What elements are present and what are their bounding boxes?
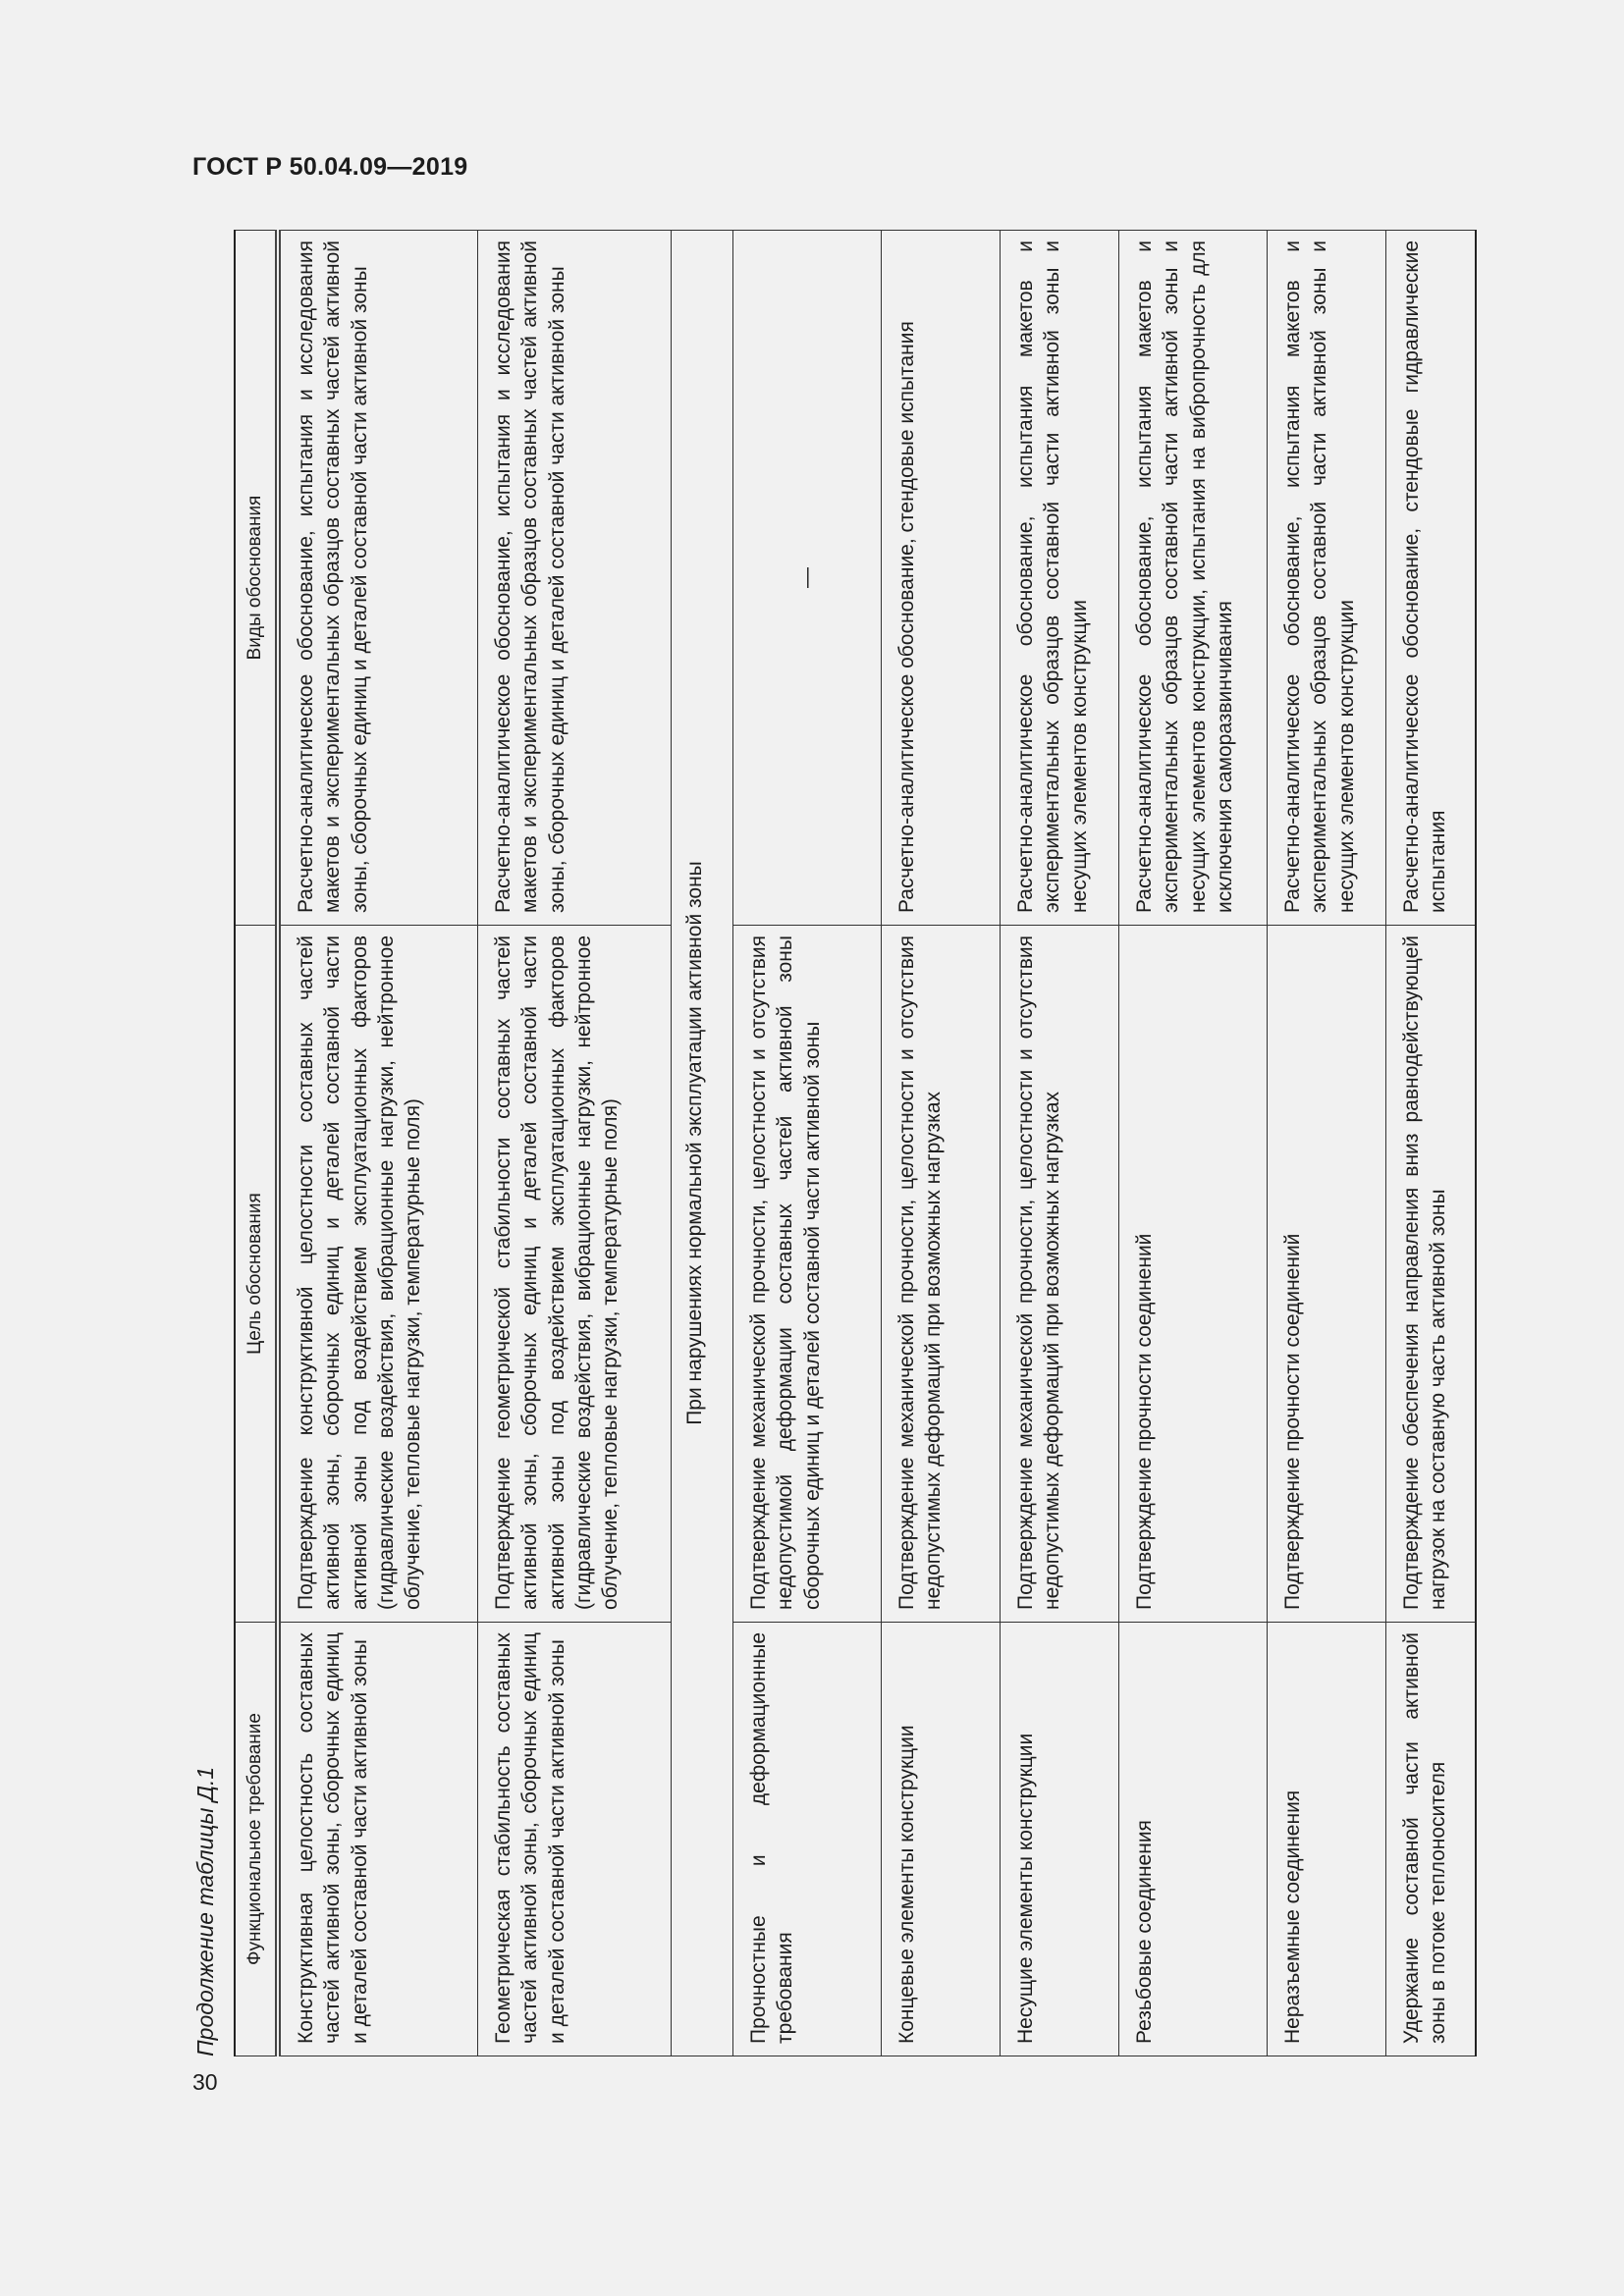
justification-table: [234, 230, 1477, 2056]
table-row: [478, 231, 672, 2056]
cell-goal: Подтверждение прочности соединений: [1268, 926, 1386, 1623]
page-number: 30: [192, 2069, 218, 2095]
cell-requirement: Резьбовые соединения: [1119, 1623, 1268, 2056]
cell-goal: Подтверждение обеспечения направления вниз равнодействующей нагрузок на составную часть активной зоны: [1386, 926, 1477, 1623]
table-row: [1001, 231, 1119, 2056]
section-title: При нарушениях нормальной эксплуатации активной зоны: [672, 231, 733, 2056]
cell-methods: Расчетно-аналитическое обоснование, стендовые гидравлические испытания: [1386, 231, 1477, 926]
cell-goal: Подтверждение геометрической стабильности составных частей активной зоны, сборочных единиц и деталей составной части активной зоны под воздействием эксплуатационных факторов (гидравлические воздействия, вибрационные нагрузки, нейтронное облучение, тепловые нагрузки, температурные поля): [478, 926, 672, 1623]
cell-goal: Подтверждение прочности соединений: [1119, 926, 1268, 1623]
table-row: [882, 231, 1001, 2056]
section-row: [672, 231, 733, 2056]
column-header-methods: Виды обоснования: [235, 231, 278, 926]
table-row: [1119, 231, 1268, 2056]
cell-methods: Расчетно-аналитическое обоснование, испытания и исследования макетов и экспериментальных образцов составных частей активной зоны, сборочных единиц и деталей составной части активной зоны: [478, 231, 672, 926]
rotated-table-block: [192, 231, 1498, 2056]
cell-requirement: Геометрическая стабильность составных частей активной зоны, сборочных единиц и деталей составной части активной зоны: [478, 1623, 672, 2056]
cell-methods: Расчетно-аналитическое обоснование, испытания макетов и экспериментальных образцов составной части активной зоны и несущих элементов конструкции: [1268, 231, 1386, 926]
table-row: [278, 231, 478, 2056]
cell-methods: —: [733, 231, 882, 926]
cell-methods: Расчетно-аналитическое обоснование, испытания макетов и экспериментальных образцов составной части активной зоны и несущих элементов конструкции, испытания на вибропрочность для исключения саморазвинчивания: [1119, 231, 1268, 926]
table-row: [1386, 231, 1477, 2056]
cell-requirement: Прочностные и деформационные требования: [733, 1623, 882, 2056]
cell-requirement: Удержание составной части активной зоны в потоке теплоносителя: [1386, 1623, 1477, 2056]
cell-methods: Расчетно-аналитическое обоснование, испытания и исследования макетов и экспериментальных образцов составных частей активной зоны, сборочных единиц и деталей составной части активной зоны: [278, 231, 478, 926]
cell-goal: Подтверждение конструктивной целостности составных частей активной зоны, сборочных единиц и деталей составной части активной зоны под воздействием эксплуатационных факторов (гидравлические воздействия, вибрационные нагрузки, нейтронное облучение, тепловые нагрузки, температурные поля): [278, 926, 478, 1623]
cell-goal: Подтверждение механической прочности, целостности и отсутствия недопустимых деформаций при возможных нагрузках: [1001, 926, 1119, 1623]
cell-methods: Расчетно-аналитическое обоснование, испытания макетов и экспериментальных образцов составной части активной зоны и несущих элементов конструкции: [1001, 231, 1119, 926]
table-header-row: [235, 231, 278, 2056]
table-row: [733, 231, 882, 2056]
cell-goal: Подтверждение механической прочности, целостности и отсутствия недопустимых деформаций при возможных нагрузках: [882, 926, 1001, 1623]
document-header: ГОСТ Р 50.04.09—2019: [192, 153, 468, 181]
column-header-requirement: Функциональное требование: [235, 1623, 278, 2056]
cell-methods: Расчетно-аналитическое обоснование, стендовые испытания: [882, 231, 1001, 926]
column-header-goal: Цель обоснования: [235, 926, 278, 1623]
table-row: [1268, 231, 1386, 2056]
cell-requirement: Конструктивная целостность составных частей активной зоны, сборочных единиц и деталей составной части активной зоны: [278, 1623, 478, 2056]
cell-goal: Подтверждение механической прочности, целостности и отсутствия недопустимой деформации составных частей активной зоны сборочных единиц и деталей составной части активной зоны: [733, 926, 882, 1623]
cell-requirement: Концевые элементы конструкции: [882, 1623, 1001, 2056]
table-caption: Продолжение таблицы Д.1: [192, 1766, 218, 2056]
cell-requirement: Несущие элементы конструкции: [1001, 1623, 1119, 2056]
cell-requirement: Неразъемные соединения: [1268, 1623, 1386, 2056]
